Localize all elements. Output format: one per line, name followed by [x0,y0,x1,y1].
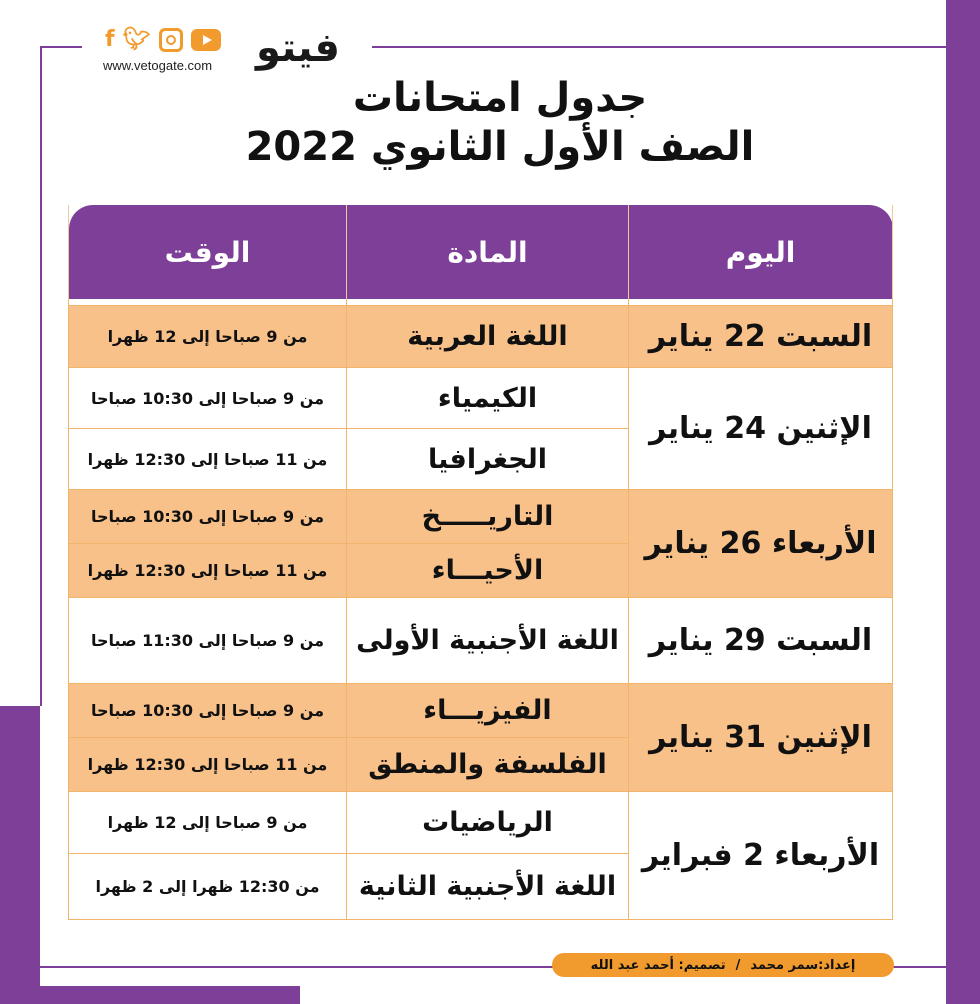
day-cell: الأربعاء 2 فبراير [629,792,893,920]
website-url[interactable]: www.vetogate.com [103,58,213,73]
vetogate-logo: فيتو [256,25,340,71]
left-purple-block [0,706,40,1004]
day-cell: الأربعاء 26 يناير [629,490,893,598]
time-cell: من 9 صباحا إلى 12 ظهرا [69,306,347,368]
time-cell: من 11 صباحا إلى 12:30 ظهرا [69,544,347,598]
subject-cell: التاريـــــخ [347,490,629,544]
youtube-icon[interactable] [191,29,221,51]
title-line-1: جدول امتحانات [352,75,648,121]
table-row [69,792,893,854]
table-header-row [69,205,893,299]
subject-cell: الرياضيات [347,792,629,854]
instagram-icon[interactable] [159,28,183,52]
frame-line-top-left [40,46,82,48]
time-cell: من 9 صباحا إلى 11:30 صباحا [69,598,347,684]
credits-bar [552,953,894,977]
title-line-2: الصف الأول الثانوي 2022 [245,124,755,170]
subject-cell: اللغة العربية [347,306,629,368]
subject-cell: الفيزيـــاء [347,684,629,738]
time-cell: من 9 صباحا إلى 10:30 صباحا [69,490,347,544]
subject-cell: اللغة الأجنبية الثانية [347,854,629,920]
time-cell: من 11 صباحا إلى 12:30 ظهرا [69,429,347,490]
table-row [69,598,893,684]
exam-schedule-table [68,205,893,920]
subject-cell: اللغة الأجنبية الأولى [347,598,629,684]
social-icons [105,28,221,52]
table-row [69,368,893,429]
day-cell: الإثنين 24 يناير [629,368,893,490]
time-cell: من 9 صباحا إلى 10:30 صباحا [69,368,347,429]
table-row [69,490,893,544]
credit-prepared: إعداد:سمر محمد [750,957,856,973]
subject-cell: الجغرافيا [347,429,629,490]
time-cell: من 12:30 ظهرا إلى 2 ظهرا [69,854,347,920]
day-cell: الإثنين 31 يناير [629,684,893,792]
facebook-icon[interactable]: f [105,27,115,52]
credit-separator: / [735,957,741,973]
table-row [69,306,893,368]
twitter-icon[interactable]: 🐦︎ [122,27,151,52]
header-day: اليوم [629,205,893,299]
day-cell: السبت 22 يناير [629,306,893,368]
time-cell: من 9 صباحا إلى 10:30 صباحا [69,684,347,738]
frame-line-top-right [372,46,946,48]
subject-cell: الأحيـــاء [347,544,629,598]
time-cell: من 9 صباحا إلى 12 ظهرا [69,792,347,854]
subject-cell: الكيمياء [347,368,629,429]
table-row [69,684,893,738]
bottom-purple-block [0,986,300,1004]
header-subject: المادة [347,205,629,299]
time-cell: من 11 صباحا إلى 12:30 ظهرا [69,738,347,792]
credit-design: تصميم: أحمد عبد الله [590,957,726,973]
header-time: الوقت [69,205,347,299]
subject-cell: الفلسفة والمنطق [347,738,629,792]
day-cell: السبت 29 يناير [629,598,893,684]
